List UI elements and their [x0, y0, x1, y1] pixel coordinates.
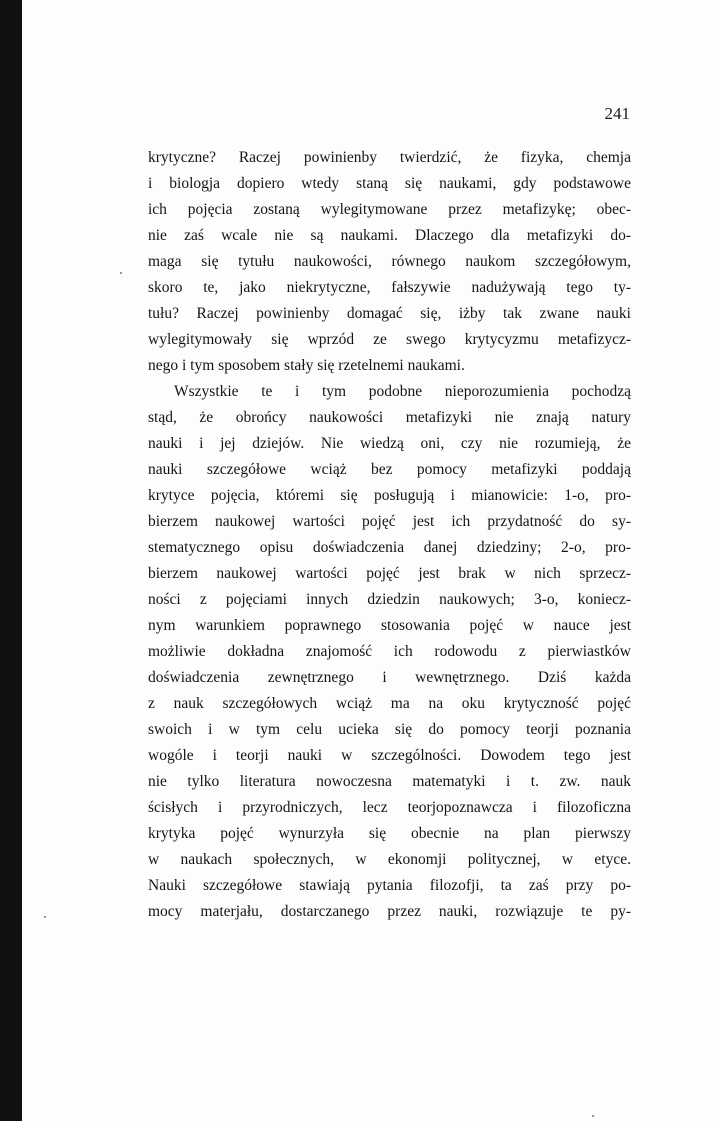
text-line: krytyka pojęć wynurzyła się obecnie na plan pierwszy — [148, 825, 631, 842]
text-line: maga się tytułu naukowości, równego naukom szczegółowym, — [148, 253, 631, 270]
text-line: doświadczenia zewnętrznego i wewnętrznego. Dziś każda — [148, 669, 631, 686]
text-line: stematycznego opisu doświadczenia danej dziedziny; 2-o, pro- — [148, 539, 631, 556]
text-line: nauki i jej dziejów. Nie wiedzą oni, czy nie rozumieją, że — [148, 435, 631, 452]
text-line: nauki szczegółowe wciąż bez pomocy metafizyki poddają — [148, 461, 631, 478]
text-line: swoich i w tym celu ucieka się do pomocy teorji poznania — [148, 721, 631, 738]
page-number: 241 — [604, 104, 630, 123]
text-line: ich pojęcia zostaną wylegitymowane przez metafizykę; obec- — [148, 201, 631, 218]
text-line: nie zaś wcale nie są naukami. Dlaczego dla metafizyki do- — [148, 227, 631, 244]
scan-speck — [120, 272, 122, 274]
scan-speck — [44, 916, 46, 918]
scan-binding-edge — [0, 0, 22, 1121]
text-line: stąd, że obrońcy naukowości metafizyki nie znają natury — [148, 409, 631, 426]
text-line-paragraph-end: nego i tym sposobem stały się rzetelnemi naukami. — [148, 357, 465, 374]
text-line: tułu? Raczej powinienby domagać się, iżby tak zwane nauki — [148, 305, 631, 322]
text-line: z nauk szczegółowych wciąż ma na oku krytyczność pojęć — [148, 695, 631, 712]
text-line: ścisłych i przyrodniczych, lecz teorjopoznawcza i filozoficzna — [148, 799, 631, 816]
text-line: i biologja dopiero wtedy staną się naukami, gdy podstawowe — [148, 175, 631, 192]
text-line-paragraph-start: Wszystkie te i tym podobne nieporozumienia pochodzą — [174, 383, 631, 400]
text-line: Nauki szczegółowe stawiają pytania filozofji, ta zaś przy po- — [148, 877, 631, 894]
text-line: nym warunkiem poprawnego stosowania pojęć w nauce jest — [148, 617, 631, 634]
text-line: w naukach społecznych, w ekonomji politycznej, w etyce. — [148, 851, 631, 868]
text-line: mocy materjału, dostarczanego przez nauki, rozwiązuje te py- — [148, 903, 631, 920]
text-line: wogóle i teorji nauki w szczególności. Dowodem tego jest — [148, 747, 631, 764]
text-line: możliwie dokładna znajomość ich rodowodu z pierwiastków — [148, 643, 631, 660]
text-line: skoro te, jako niekrytyczne, fałszywie nadużywają tego ty- — [148, 279, 631, 296]
text-line: krytyce pojęcia, któremi się posługują i mianowicie: 1-o, pro- — [148, 487, 631, 504]
text-line: ności z pojęciami innych dziedzin naukowych; 3-o, koniecz- — [148, 591, 631, 608]
scan-speck — [592, 1115, 594, 1117]
text-line: bierzem naukowej wartości pojęć jest ich przydatność do sy- — [148, 513, 631, 530]
text-line: krytyczne? Raczej powinienby twierdzić, że fizyka, chemja — [148, 149, 631, 166]
text-line: wylegitymowały się wprzód ze swego krytycyzmu metafizycz- — [148, 331, 631, 348]
text-line: bierzem naukowej wartości pojęć jest brak w nich sprzecz- — [148, 565, 631, 582]
text-line: nie tylko literatura nowoczesna matematyki i t. zw. nauk — [148, 773, 631, 790]
